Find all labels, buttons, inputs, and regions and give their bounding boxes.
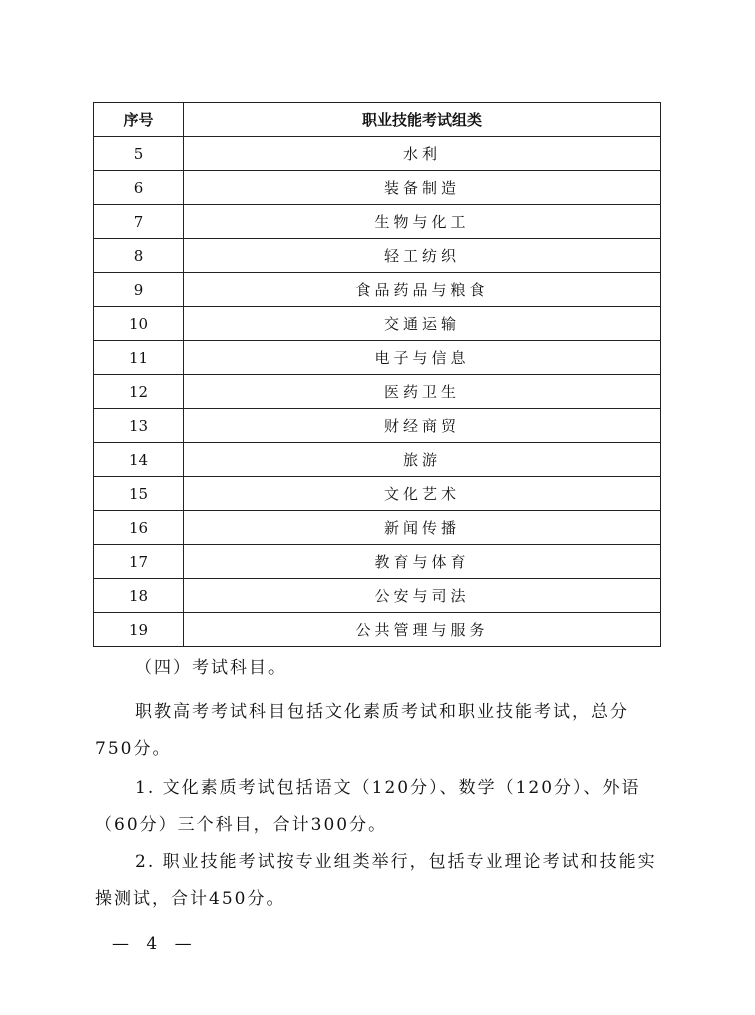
header-index: 序号: [94, 103, 184, 137]
row-index: 13: [94, 409, 184, 443]
row-index: 9: [94, 273, 184, 307]
header-group: 职业技能考试组类: [184, 103, 661, 137]
table-row: [94, 137, 661, 171]
table-row: [94, 443, 661, 477]
row-index: 6: [94, 171, 184, 205]
row-index: 7: [94, 205, 184, 239]
table-header-row: [94, 103, 661, 137]
row-group: 新闻传播: [184, 511, 661, 545]
table-row: [94, 205, 661, 239]
page-number: — 4 —: [112, 934, 198, 954]
table-row: [94, 307, 661, 341]
row-group: 装备制造: [184, 171, 661, 205]
row-group: 电子与信息: [184, 341, 661, 375]
table-row: [94, 273, 661, 307]
row-group: 公共管理与服务: [184, 613, 661, 647]
row-group: 文化艺术: [184, 477, 661, 511]
row-index: 8: [94, 239, 184, 273]
row-index: 16: [94, 511, 184, 545]
paragraph-total-score: 职教高考考试科目包括文化素质考试和职业技能考试，总分750分。: [95, 702, 629, 759]
row-index: 17: [94, 545, 184, 579]
row-group: 食品药品与粮食: [184, 273, 661, 307]
section-heading: （四）考试科目。: [135, 658, 287, 678]
row-index: 14: [94, 443, 184, 477]
table-row: [94, 477, 661, 511]
table-row: [94, 579, 661, 613]
table-row: [94, 511, 661, 545]
table-row: [94, 375, 661, 409]
table-row: [94, 613, 661, 647]
row-group: 公安与司法: [184, 579, 661, 613]
row-index: 10: [94, 307, 184, 341]
table-row: [94, 545, 661, 579]
table-row: [94, 171, 661, 205]
row-group: 生物与化工: [184, 205, 661, 239]
table-row: [94, 341, 661, 375]
exam-groups-table: [93, 102, 661, 647]
row-index: 15: [94, 477, 184, 511]
row-group: 轻工纺织: [184, 239, 661, 273]
paragraph-culture-exam: 1. 文化素质考试包括语文（120分）、数学（120分）、外语（60分）三个科目，合计300分。: [95, 778, 641, 835]
row-index: 12: [94, 375, 184, 409]
paragraph-skill-exam: 2. 职业技能考试按专业组类举行，包括专业理论考试和技能实操测试，合计450分。: [95, 852, 657, 909]
row-index: 11: [94, 341, 184, 375]
row-index: 18: [94, 579, 184, 613]
table-row: [94, 409, 661, 443]
row-group: 交通运输: [184, 307, 661, 341]
row-group: 旅游: [184, 443, 661, 477]
row-group: 财经商贸: [184, 409, 661, 443]
row-group: 水利: [184, 137, 661, 171]
row-group: 医药卫生: [184, 375, 661, 409]
row-group: 教育与体育: [184, 545, 661, 579]
row-index: 5: [94, 137, 184, 171]
row-index: 19: [94, 613, 184, 647]
table-row: [94, 239, 661, 273]
